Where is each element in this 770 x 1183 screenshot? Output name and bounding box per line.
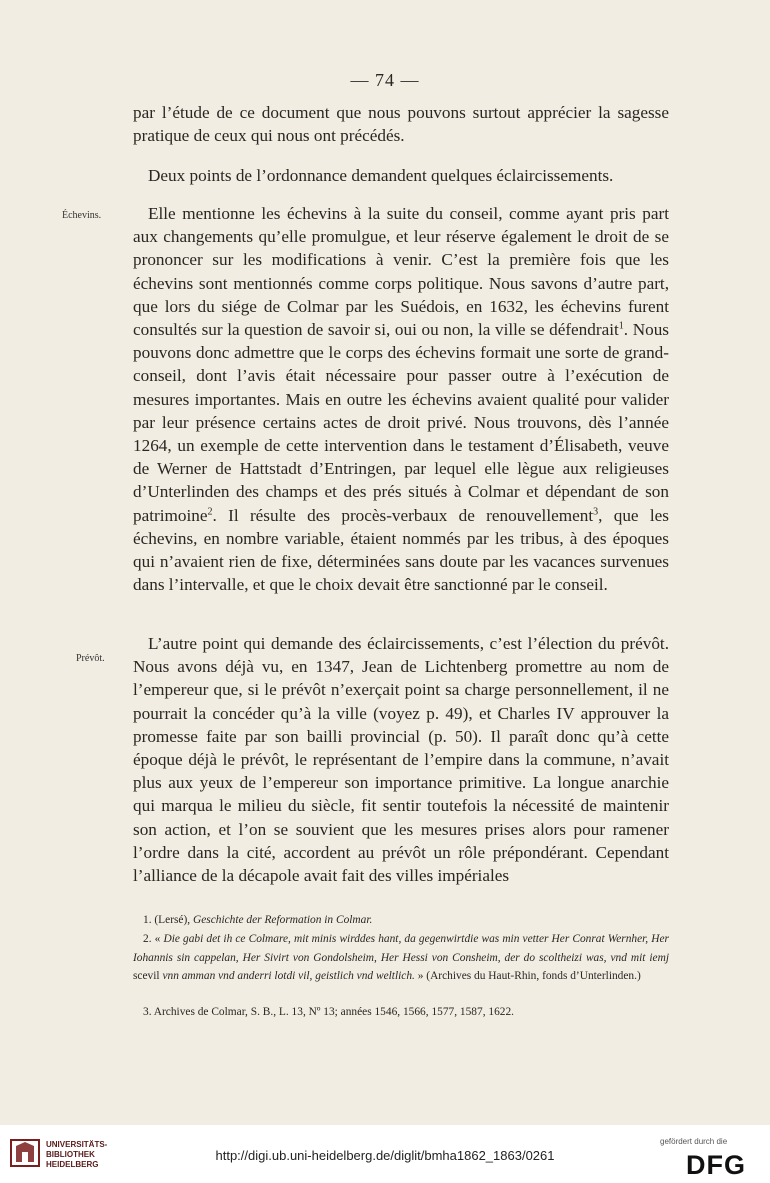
dfg-logo: DFG (686, 1150, 746, 1180)
footnote-mark-3: 3 (593, 505, 599, 517)
paragraph-3 (133, 202, 669, 596)
footnote-1-title: Geschichte der Reformation in Colmar. (192, 914, 373, 926)
footnote-1 (133, 911, 669, 930)
footnote-2 (133, 930, 669, 986)
footnote-2-quote-a: Die gabi det ih ce Colmare, mit minis wirddes hant, da gegenwirtdie was min vetter Her Conrat Wernher, Her Iohannis sin cappelan, Her Sivirt von Gondolsheim, Her Hessi von Consheim, der do scoltheizi was, vnd mit iemj (133, 933, 669, 964)
paragraph-2: Deux points de l’ordonnance demandent quelques éclaircissements. (148, 166, 614, 185)
footnote-1-num: 1. (Lersé), (143, 914, 191, 926)
footnote-3: 3. Archives de Colmar, S. B., L. 13, Nº 13; années 1546, 1566, 1577, 1587, 1622. (143, 1006, 515, 1018)
paragraph-3-text-d: , que les échevins, en nombre variable, étaient nommés par les tribus, à des époques qui n’avaient rien de fixe, déterminées sans doute par les vacances survenues dans l’intervalle, et que le choix devait être sanctionné par le conseil. (133, 505, 669, 595)
permalink-url[interactable]: http://digi.ub.uni-heidelberg.de/diglit/bmha1862_1863/0261 (215, 1148, 555, 1163)
paragraph-3-text-a: Elle mentionne les échevins à la suite du conseil, comme ayant pris part aux changements qu’elle promulgue, et leur réserve également le droit de se prononcer sur les modifications à venir. C’est la première fois que les échevins sont mentionnés comme corps politique. Nous savons d’autre part, que lors du siége de Colmar par les Suédois, en 1632, les échevins furent consultés sur la question de savoir si, oui ou non, la ville se défendrait (133, 204, 669, 340)
paragraph-4: L’autre point qui demande des éclaircissements, c’est l’élection du prévôt. Nous avons déjà vu, en 1347, Jean de Lichtenberg promettre au nom de l’empereur que, si le prévôt n’exerçait point sa charge personnellement, il ne pourrait la concéder qu’à la ville (voyez p. 49), et Charles IV approuver la promesse faite par son bailli provincial (p. 50). Il paraît donc qu’à cette époque déjà le prévôt, le représentant de l’empire dans la commune, n’avait plus aux yeux de l’empereur son importance primitive. La longue anarchie qui marqua le milieu du siècle, fit sentir toutefois la nécessité de maintenir son action, et l’on se souvient que les mesures prises alors pour ramener l’ordre dans la cité, accordent au prévôt un rôle prépondérant. Cependant l’alliance de la décapole avait fait des villes impériales (133, 634, 669, 886)
sponsor-text: gefördert durch die (660, 1137, 728, 1146)
paragraph-3-text-b: . Nous pouvons donc admettre que le corps des échevins formait une sorte de grand-conseil, dont l’avis était nécessaire pour passer outre à l’exécution de mesures importantes. Mais en outre les échevins avaient qualité pour valider par leur présence certains actes de droit privé. Nous trouvons, dès l’année 1264, un exemple de cette intervention dans le testament d’Élisabeth, veuve de Werner de Hattstadt d’Entringen, par lequel elle lègue aux religieuses d’Unterlinden des champs et des prés situés à Colmar et dépendant de son patrimoine (133, 320, 669, 525)
footnote-2-open: 2. « (143, 933, 161, 945)
paragraph-3-text-c: . Il résulte des procès-verbaux de renouvellement (212, 505, 594, 525)
page-number: — 74 — (350, 70, 420, 90)
footnote-mark-1: 1 (618, 320, 624, 332)
margin-note-prevot: Prévôt. (76, 653, 105, 664)
footnote-2-word: scevil (133, 970, 160, 982)
paragraph-1: par l’étude de ce document que nous pouvons surtout apprécier la sagesse pratique de ceux qui nous ont précédés. (133, 103, 669, 146)
footnote-mark-2: 2 (207, 505, 213, 517)
footnote-2-quote-b: vnn amman vnd anderri lotdi vil, geistlich vnd weltlich. (162, 970, 415, 982)
library-name: UNIVERSITÄTS- BIBLIOTHEK HEIDELBERG (46, 1140, 108, 1169)
margin-note-echevins: Échevins. (62, 210, 102, 221)
footnote-2-source: » (Archives du Haut-Rhin, fonds d’Unterlinden.) (417, 970, 641, 982)
